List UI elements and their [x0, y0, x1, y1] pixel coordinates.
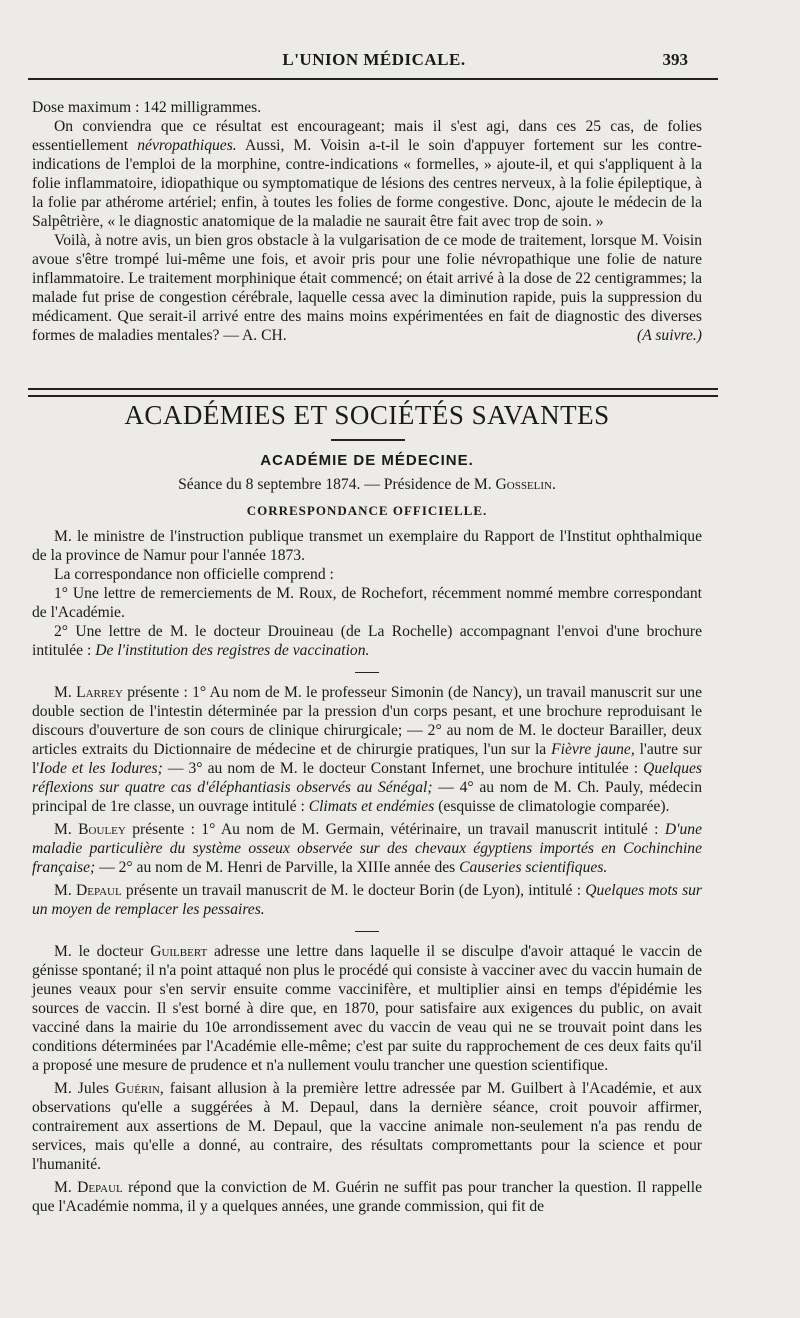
page-number: 393	[662, 50, 688, 69]
paragraph: M. le ministre de l'instruction publique transmet un exemplaire du Rapport de l'Institut ophthalmique de la province de Namur pour l'année 1873.	[32, 528, 702, 564]
paragraph: 2° Une lettre de M. le docteur Drouineau (de La Rochelle) accompagnant l'envoi d'une brochure intitulée : De l'institution des registres de vaccination.	[32, 623, 702, 659]
separator-dash	[355, 931, 379, 932]
paragraph: M. Bouley présente : 1° Au nom de M. Germain, vétérinaire, un travail manuscrit intitulé : D'une maladie particulière du système osseux observée sur des chevaux égyptiens importés en Cochinchine française; — 2° au nom de M. Henri de Parville, la XIIIe année des Causeries scientifiques.	[32, 821, 702, 876]
paragraph: M. Depaul répond que la conviction de M. Guérin ne suffit pas pour trancher la question. Il rappelle que l'Académie nomma, il y a quelques années, une grande commission, qui fit de	[32, 1179, 702, 1215]
running-head: L'UNION MÉDICALE.	[282, 50, 466, 69]
to-follow-note: (A suivre.)	[637, 327, 702, 344]
academy-title: ACADÉMIE DE MÉDECINE.	[260, 452, 474, 469]
paragraph: Voilà, à notre avis, un bien gros obstacle à la vulgarisation de ce mode de traitement, lorsque M. Voisin avoue s'être trompé lui-même une fois, et avoir pris pour une folie névropathique une folie de nature inflammatoire. Le traitement morphinique était commencé; on était arrivé à la dose de 22 centigrammes; la malade fut prise de congestion cérébrale, laquelle cessa avec la diminution rapide, puis la suppression du médicament. Que serait-il arrivé entre des mains moins expérimentées en fait de diagnostic des diverses formes de maladies mentales? — A. CH.	[32, 232, 702, 344]
paragraph: La correspondance non officielle comprend :	[54, 566, 334, 583]
header-rule	[28, 78, 718, 80]
correspondence-heading: CORRESPONDANCE OFFICIELLE.	[246, 503, 488, 518]
paragraph: M. Jules Guérin, faisant allusion à la première lettre adressée par M. Guilbert à l'Académie, et aux observations qu'elle a suggérées à M. Depaul, dans la dernière séance, croit pouvoir affirmer, contrairement aux assertions de M. Depaul, que la vaccine animale non-seulement n'a pas rendu de services, mais qu'elle a donné, au contraire, des résultats compromettants pour la science et pour l'humanité.	[32, 1080, 702, 1173]
paragraph: Dose maximum : 142 milligrammes.	[32, 99, 262, 116]
paragraph: M. Larrey présente : 1° Au nom de M. le professeur Simonin (de Nancy), un travail manuscrit sur une double section de l'intestin déterminée par la pression d'un corps pesant, et une brochure reproduisant le discours d'ouverture de son cours de clinique chirurgicale; — 2° au nom de M. le docteur Barailler, deux articles extraits du Dictionnaire de médecine et de chirurgie pratiques, l'un sur la Fièvre jaune, l'autre sur l'Iode et les Iodures; — 3° au nom de M. le docteur Constant Infernet, une brochure intitulée : Quelques réflexions sur quatre cas d'éléphantiasis observés au Sénégal; — 4° au nom de M. Ch. Pauly, médecin principal de 1re classe, un ouvrage intitulé : Climats et endémies (esquisse de climatologie comparée).	[32, 684, 702, 815]
article-continuation	[32, 98, 702, 345]
section-divider	[28, 388, 718, 397]
separator-dash	[355, 672, 379, 673]
paragraph: M. Depaul présente un travail manuscrit de M. le docteur Borin (de Lyon), intitulé : Quelques mots sur un moyen de remplacer les pessaires.	[32, 882, 702, 918]
section-title: ACADÉMIES ET SOCIÉTÉS SAVANTES	[124, 400, 610, 430]
paragraph: On conviendra que ce résultat est encourageant; mais il s'est agi, dans ces 25 cas, de folies essentiellement névropathiques. Aussi, M. Voisin a-t-il le soin d'appuyer fortement sur les contre-indications de l'emploi de la morphine, contre-indications « formelles, » ajoute-il, et qui s'appliquent à la folie inflammatoire, idiopathique ou symptomatique de lésions des centres nerveux, à la folie épileptique, à la folie par athérome artériel; enfin, à toutes les folies de forme congestive. Donc, ajoute le médecin de la Salpêtrière, « le diagnostic anatomique de la maladie ne saurait être fait avec trop de soin. »	[32, 118, 702, 230]
paragraph: 1° Une lettre de remerciements de M. Roux, de Rochefort, récemment nommé membre correspondant de l'Académie.	[32, 585, 702, 621]
title-underline	[331, 439, 405, 441]
paragraph: M. le docteur Guilbert adresse une lettre dans laquelle il se disculpe d'avoir attaqué le vaccin de génisse spontané; il n'a point attaqué non plus le procédé qui consiste à vacciner avec du vaccin humain de jeunes veaux pour s'en servir ensuite comme vaccinifère, et multiplier ainsi en temps d'épidémie les sources de vaccin. Il s'est borné à dire que, en 1870, pour satisfaire aux exigences du public, on avait vacciné dans la mairie du 10e arrondissement avec du vaccin de veau qui ne se trouvait point dans les conditions déterminées par l'Académie elle-même; c'est par suite du rapprochement de ces deux faits qu'il a proposé une mesure de prudence et n'a nullement voulu trancher une question scientifique.	[32, 943, 702, 1074]
session-body	[32, 527, 702, 1216]
session-line: Séance du 8 septembre 1874. — Présidence de M. Gosselin.	[178, 476, 556, 493]
